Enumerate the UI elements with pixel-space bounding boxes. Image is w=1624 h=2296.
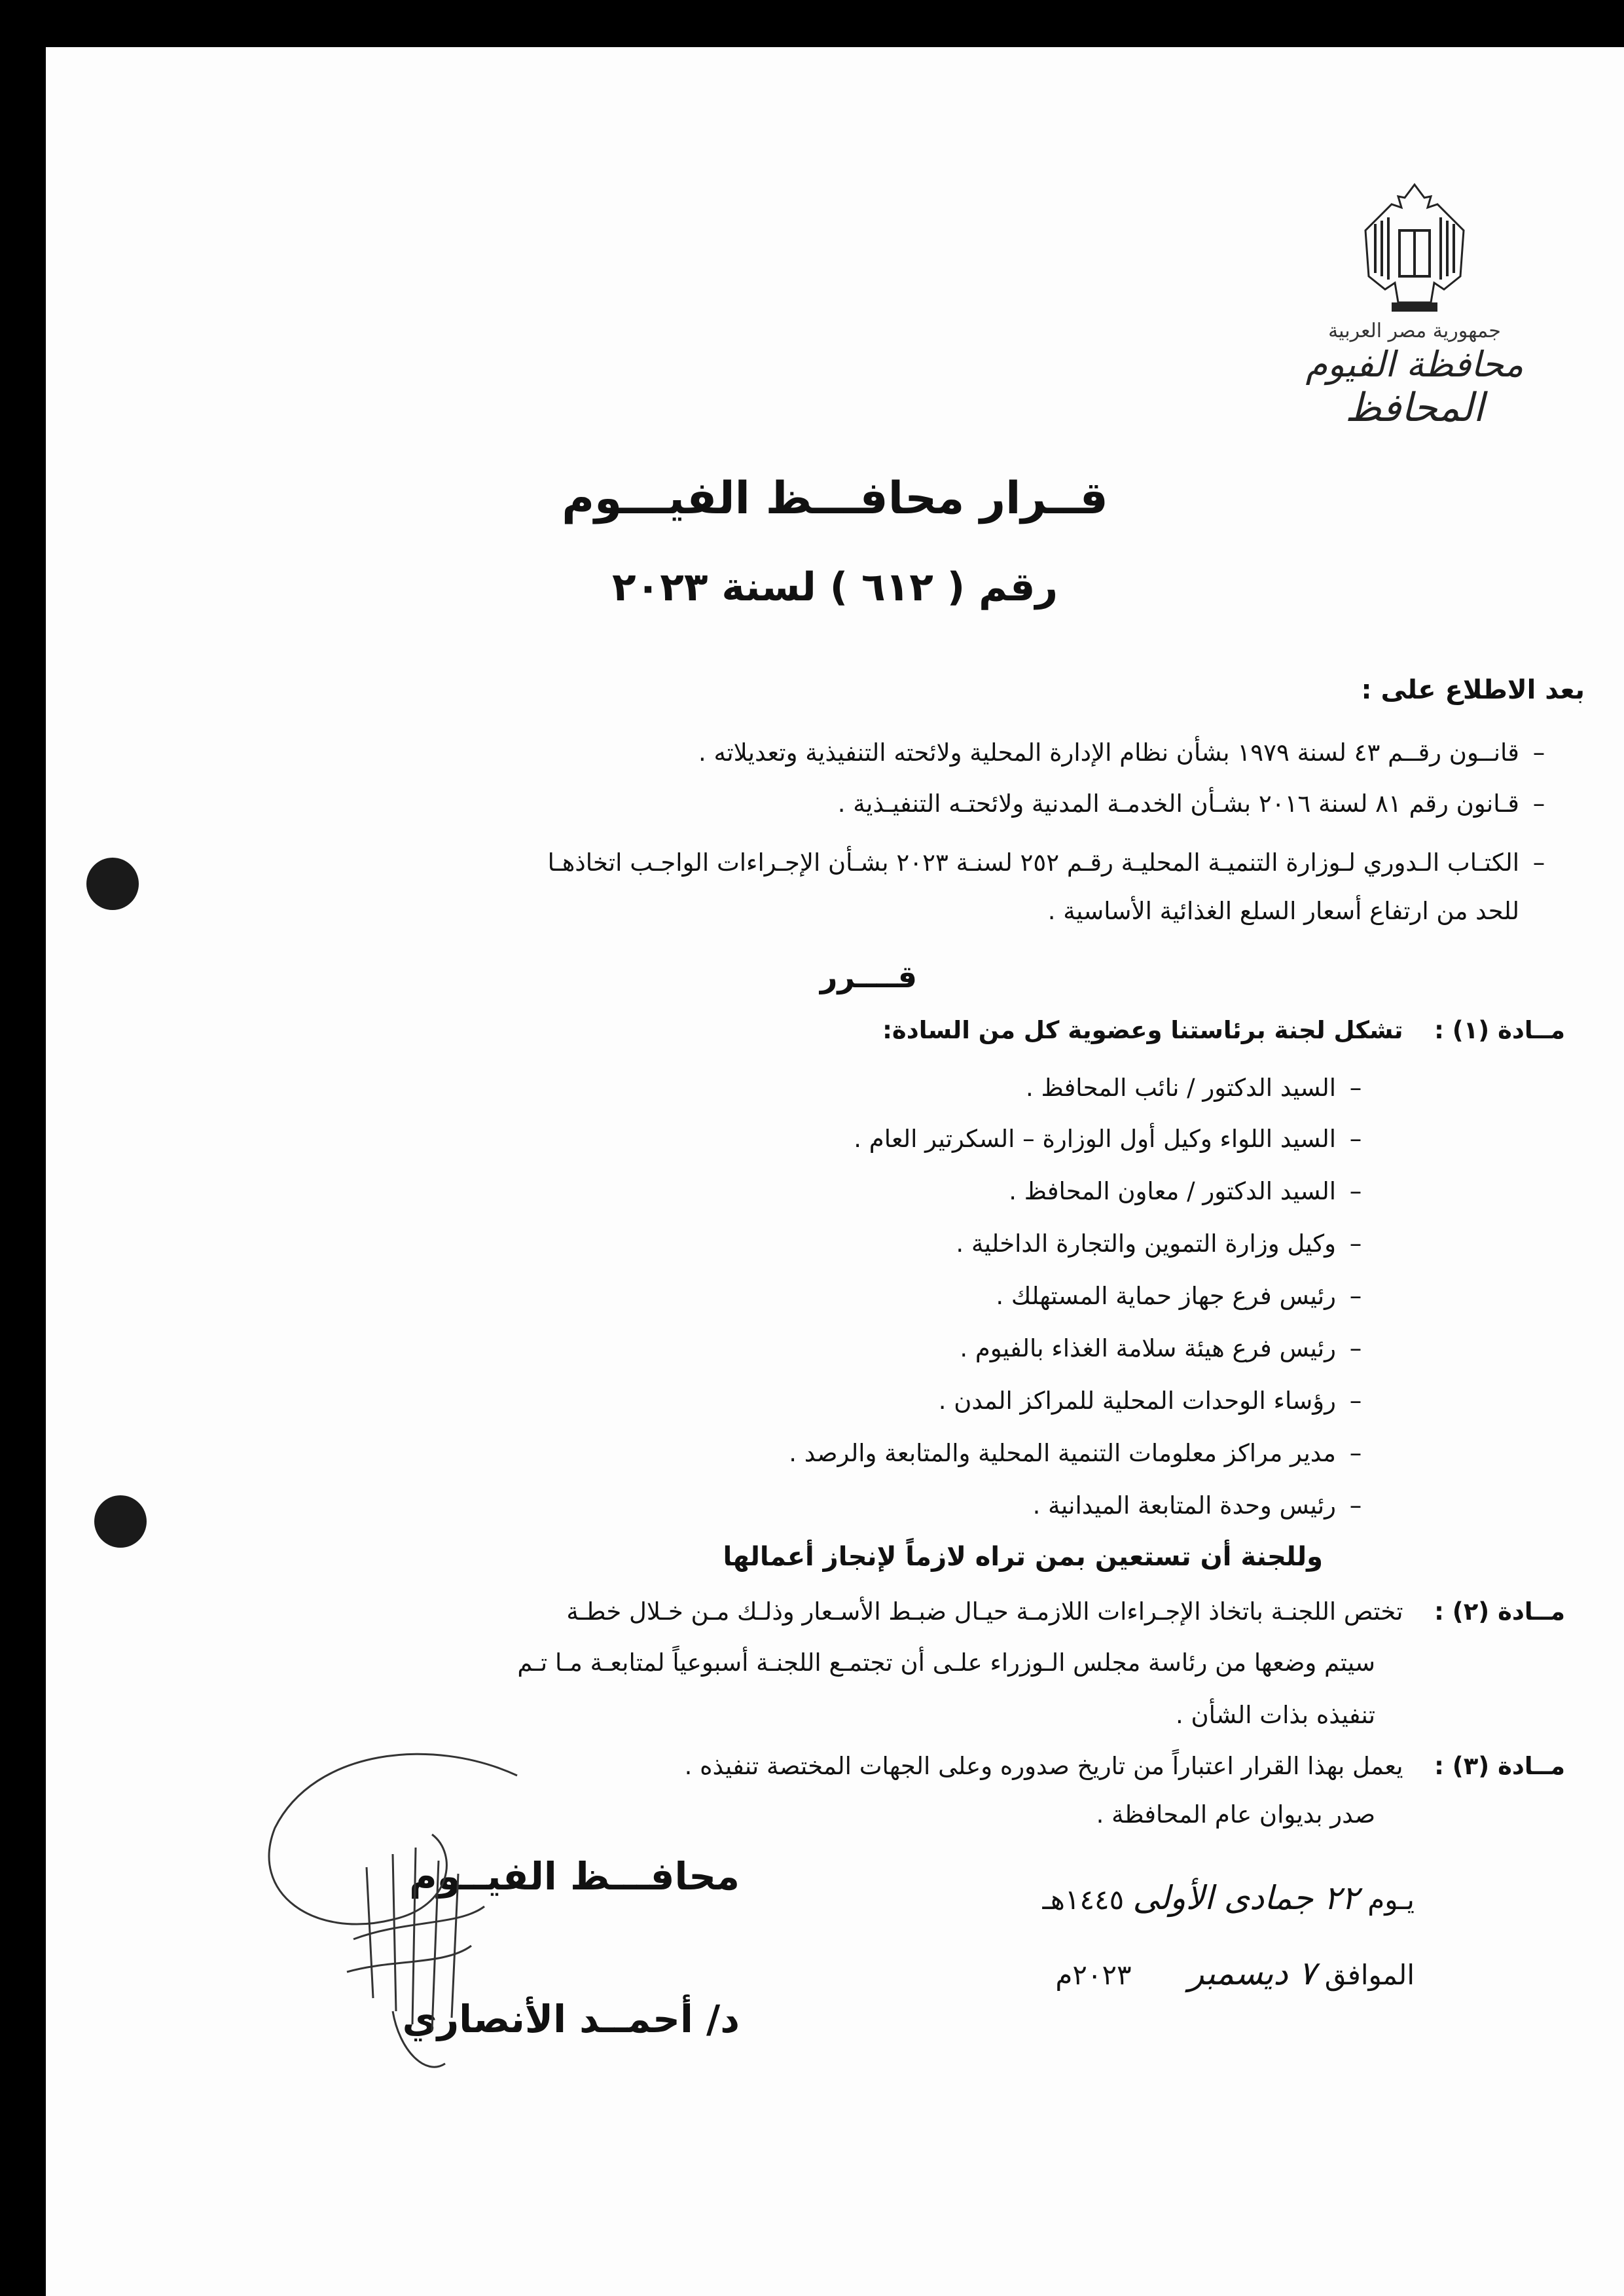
punch-hole-top bbox=[86, 858, 139, 910]
member-item bbox=[960, 1336, 1375, 1362]
article-1-closing: وللجنة أن تستعين بمن تراه لازماً لإنجاز أعمالها bbox=[723, 1542, 1323, 1572]
article-1-header bbox=[882, 1017, 1565, 1044]
preamble-item-text: قانــون رقــم ٤٣ لسنة ١٩٧٩ بشأن نظام الإدارة المحلية ولائحته التنفيذية وتعديلاته . bbox=[698, 738, 1519, 767]
article-3-text: يعمل بهذا القرار اعتباراً من تاريخ صدوره وعلى الجهات المختصة تنفيذه . bbox=[684, 1752, 1403, 1780]
signatory-title: محافـــظ الفيــوم bbox=[409, 1854, 740, 1899]
member-item-text: مدير مراكز معلومات التنمية المحلية والمتابعة والرصد . bbox=[789, 1439, 1336, 1467]
list-dash: – bbox=[1532, 848, 1545, 877]
list-dash: – bbox=[1349, 1439, 1362, 1467]
hijri-prefix: يـوم bbox=[1367, 1884, 1415, 1916]
preamble-item bbox=[838, 791, 1559, 818]
member-item bbox=[956, 1231, 1375, 1258]
preamble-heading: بعد الاطلاع على : bbox=[1361, 675, 1585, 705]
member-item-text: رئيس فرع هيئة سلامة الغذاء بالفيوم . bbox=[960, 1334, 1336, 1362]
decision-number: رقم ( ٦١٢ ) لسنة ٢٠٢٣ bbox=[612, 564, 1058, 610]
member-item bbox=[939, 1388, 1375, 1415]
decision-title: قــرار محافـــظ الفيـــوم bbox=[562, 473, 1108, 524]
document-page bbox=[46, 47, 1624, 2296]
preamble-item-text: الكتـاب الـدوري لـوزارة التنميـة المحليـة رقـم ٢٥٢ لسنـة ٢٠٢٣ بشـأن الإجـراءات الواجـب اتخاذهـا bbox=[547, 848, 1519, 877]
list-dash: – bbox=[1349, 1334, 1362, 1362]
list-dash: – bbox=[1349, 1125, 1362, 1153]
signatory-name: د/ أحمــد الأنصاري bbox=[402, 1997, 740, 2041]
list-dash: – bbox=[1349, 1387, 1362, 1415]
gregorian-date bbox=[1055, 1956, 1415, 1992]
list-dash: – bbox=[1349, 1074, 1362, 1102]
hijri-handwritten: ٢٢ جمادى الأولى bbox=[1132, 1879, 1359, 1917]
member-item-text: رؤساء الوحدات المحلية للمراكز المدن . bbox=[938, 1387, 1336, 1415]
preamble-item bbox=[548, 850, 1559, 877]
list-dash: – bbox=[1349, 1282, 1362, 1310]
hijri-year: ١٤٤٥هـ bbox=[1042, 1884, 1125, 1916]
hijri-date bbox=[1042, 1880, 1415, 1916]
article-1-label: مــادة (١) : bbox=[1434, 1016, 1565, 1044]
decision-heading: قــــرر bbox=[820, 959, 917, 994]
article-2-label: مــادة (٢) : bbox=[1434, 1597, 1565, 1626]
member-item-text: السيد الدكتور / معاون المحافظ . bbox=[1009, 1177, 1336, 1205]
office-text: المحافظ bbox=[1344, 385, 1485, 431]
member-item bbox=[789, 1440, 1375, 1467]
preamble-item bbox=[698, 740, 1559, 767]
article-1-intro: تشكل لجنة برئاستنا وعضوية كل من السادة: bbox=[882, 1016, 1403, 1044]
list-dash: – bbox=[1349, 1491, 1362, 1520]
greg-year: ٢٠٢٣م bbox=[1055, 1959, 1132, 1991]
article-3-line bbox=[685, 1753, 1565, 1780]
member-item bbox=[1026, 1075, 1375, 1102]
list-dash: – bbox=[1349, 1177, 1362, 1205]
member-item-text: رئيس فرع جهاز حماية المستهلك . bbox=[996, 1282, 1336, 1310]
punch-hole-bottom bbox=[94, 1495, 147, 1548]
greg-handwritten: ٧ ديسمبر bbox=[1188, 1954, 1316, 1992]
member-item-text: وكيل وزارة التموين والتجارة الداخلية . bbox=[956, 1230, 1336, 1258]
republic-text: جمهورية مصر العربية bbox=[1328, 319, 1501, 342]
member-item bbox=[996, 1283, 1375, 1310]
preamble-item-text: قـانون رقم ٨١ لسنة ٢٠١٦ بشـأن الخدمـة المدنية ولائحتـه التنفيـذية . bbox=[837, 790, 1519, 818]
member-item bbox=[1033, 1493, 1375, 1520]
article-2-text: تختص اللجنـة باتخاذ الإجـراءات اللازمـة حيـال ضبـط الأسـعار وذلـك مـن خـلال خطـة bbox=[566, 1597, 1403, 1626]
greg-prefix: الموافق bbox=[1324, 1959, 1415, 1991]
member-item-text: السيد اللواء وكيل أول الوزارة – السكرتير العام . bbox=[854, 1125, 1336, 1153]
governorate-text: محافظة الفيوم bbox=[1305, 344, 1524, 385]
article-3-label: مــادة (٣) : bbox=[1434, 1752, 1565, 1780]
handwritten-signature bbox=[236, 1723, 628, 2090]
article-2-line: تنفيذه بذات الشأن . bbox=[1175, 1701, 1375, 1729]
list-dash: – bbox=[1532, 738, 1545, 767]
member-item-text: السيد الدكتور / نائب المحافظ . bbox=[1025, 1074, 1336, 1102]
article-2-line bbox=[566, 1599, 1565, 1626]
issued-at: صدر بديوان عام المحافظة . bbox=[1096, 1800, 1375, 1829]
list-dash: – bbox=[1349, 1230, 1362, 1258]
eagle-emblem-icon bbox=[1359, 178, 1470, 316]
member-item-text: رئيس وحدة المتابعة الميدانية . bbox=[1032, 1491, 1336, 1520]
member-item bbox=[1009, 1178, 1375, 1205]
article-2-line: سيتم وضعها من رئاسة مجلس الـوزراء علـى أن تجتمـع اللجنـة أسبوعياً لمتابعـة مـا تـم bbox=[517, 1649, 1375, 1677]
preamble-item-continuation: للحد من ارتفاع أسعار السلع الغذائية الأساسية . bbox=[1047, 897, 1519, 925]
letterhead bbox=[1277, 178, 1552, 431]
list-dash: – bbox=[1532, 790, 1545, 818]
member-item bbox=[854, 1126, 1375, 1153]
